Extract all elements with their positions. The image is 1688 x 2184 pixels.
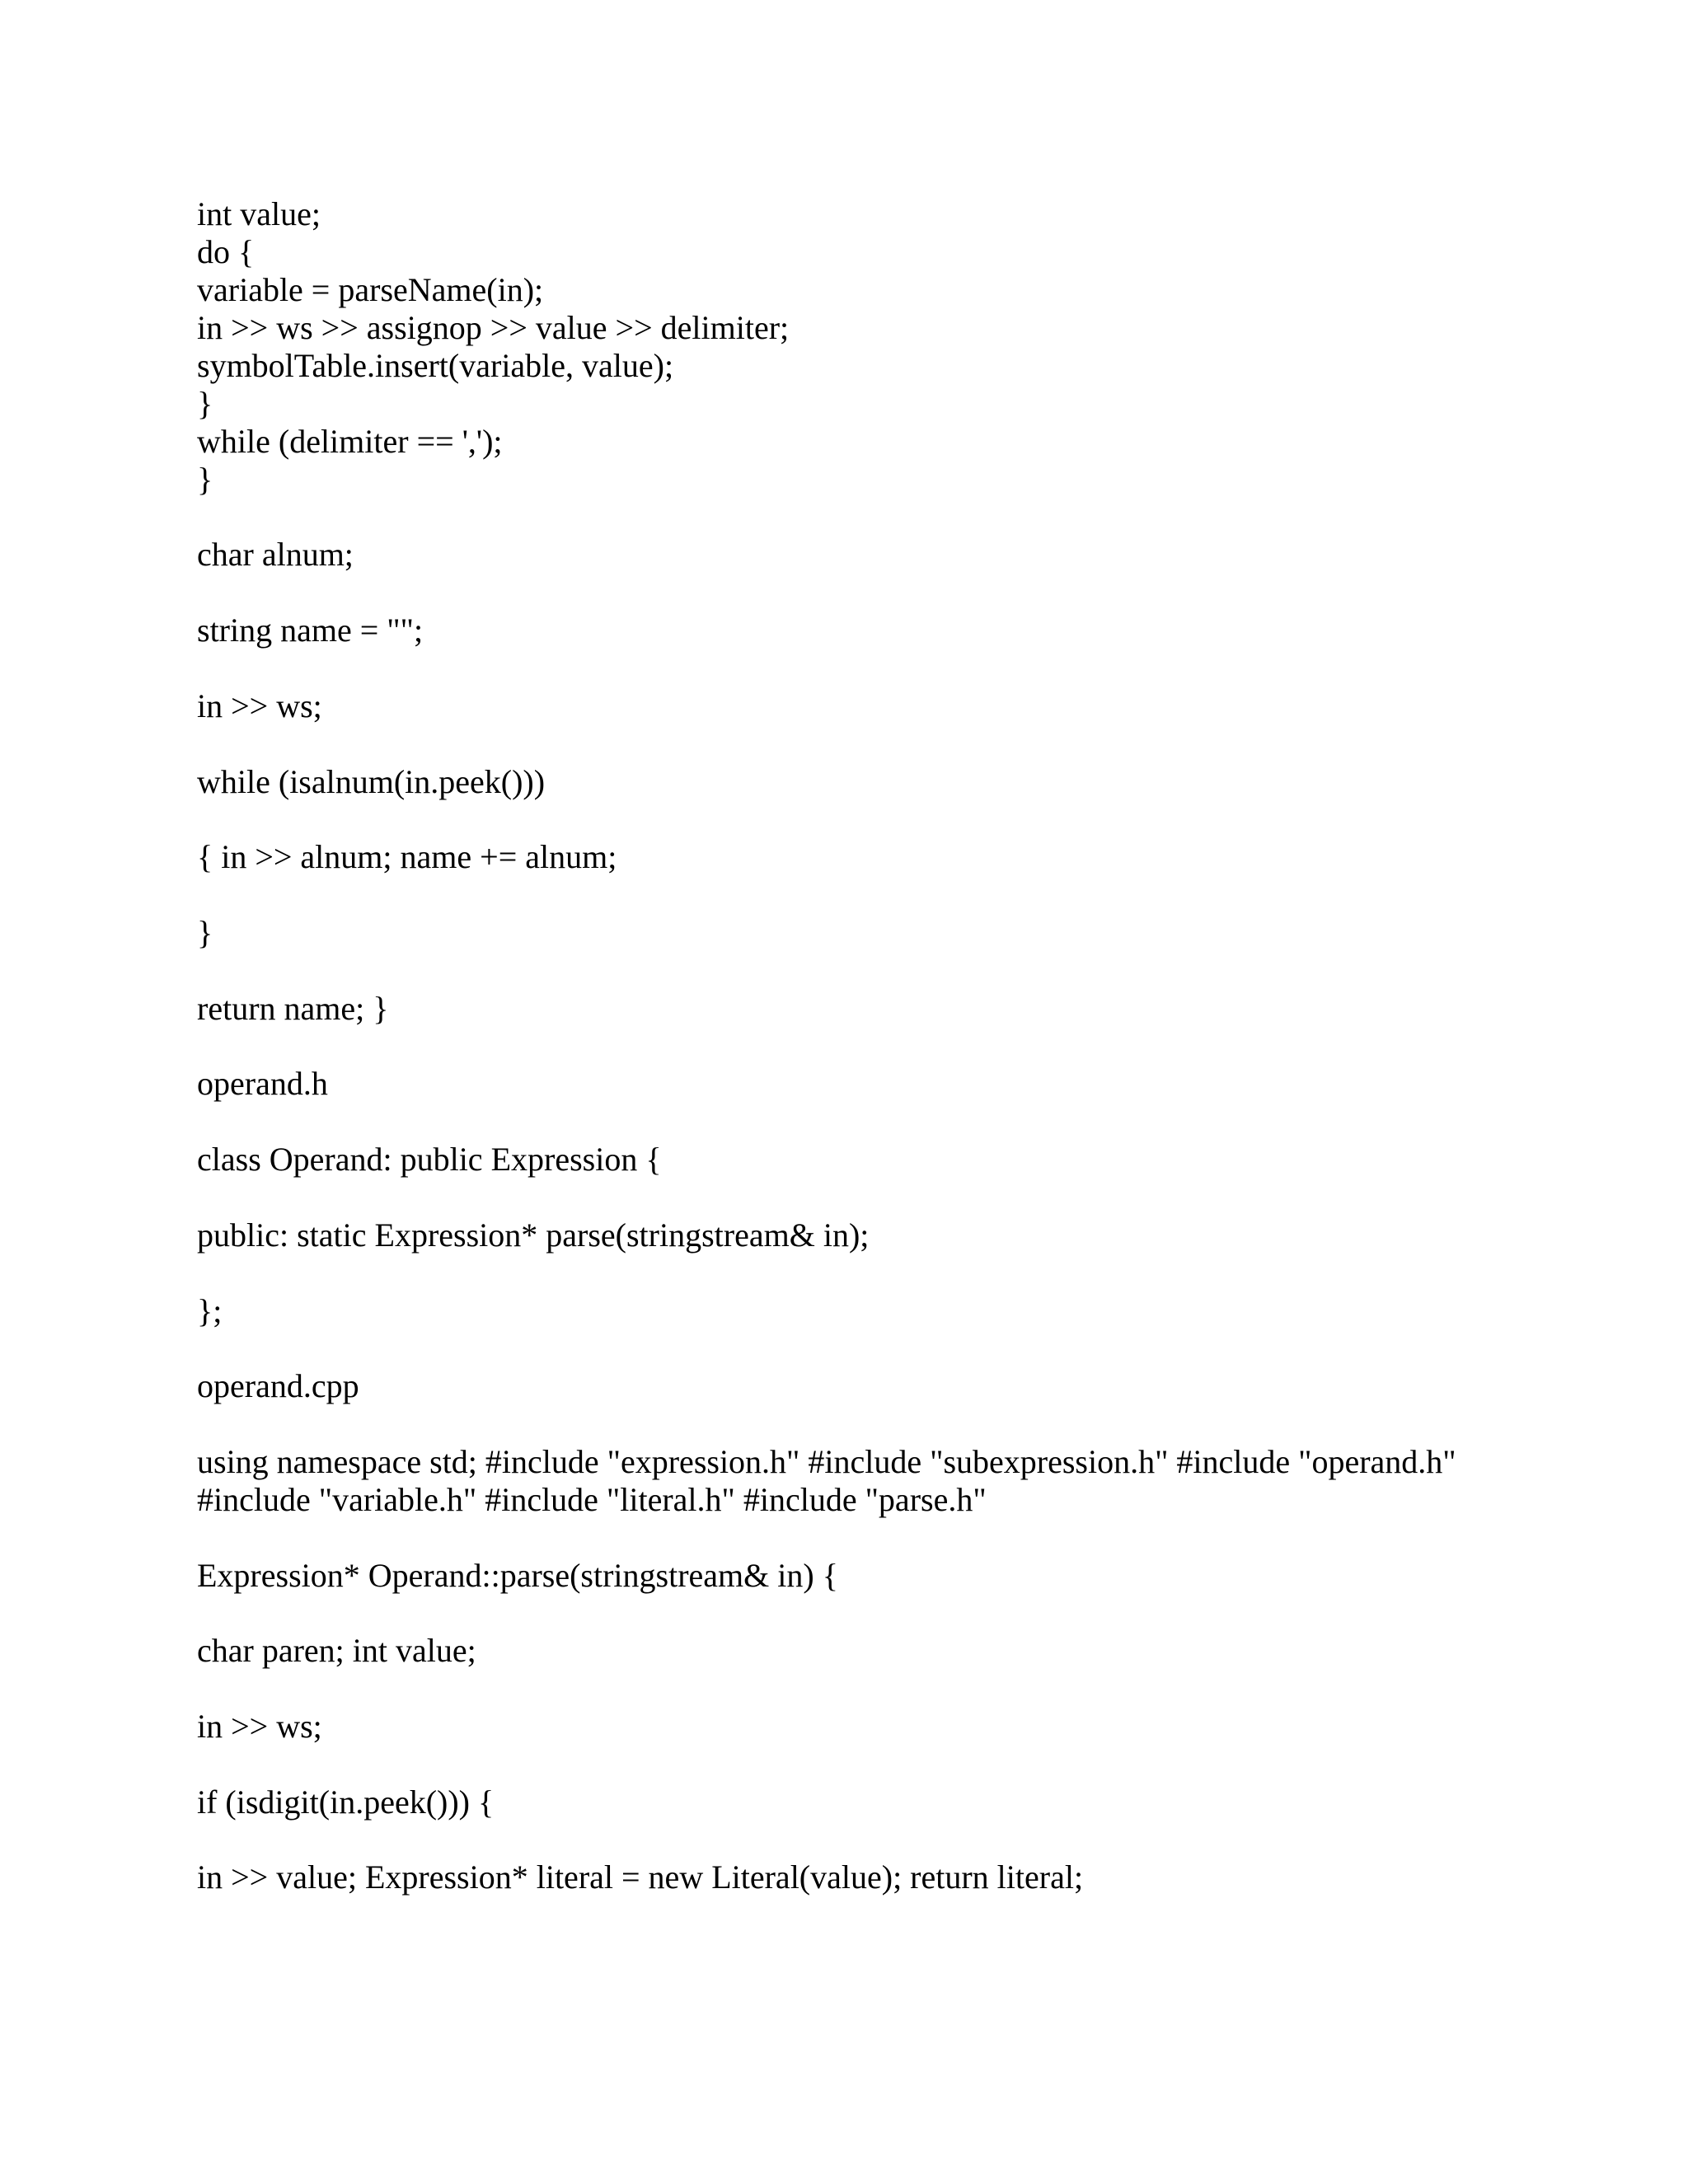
code-line: int value; bbox=[197, 195, 321, 232]
code-line: symbolTable.insert(variable, value); bbox=[197, 347, 674, 384]
code-line: do { bbox=[197, 233, 255, 270]
code-line: #include "variable.h" #include "literal.h" #include "parse.h" bbox=[197, 1481, 987, 1518]
code-line: } bbox=[197, 385, 213, 422]
code-line: in >> ws; bbox=[197, 1708, 322, 1745]
code-line: string name = ""; bbox=[197, 612, 424, 649]
code-line: return name; } bbox=[197, 990, 389, 1027]
code-line: public: static Expression* parse(stringstream& in); bbox=[197, 1216, 870, 1254]
code-line: char alnum; bbox=[197, 536, 354, 573]
code-line: } bbox=[197, 914, 213, 951]
code-line: operand.h bbox=[197, 1065, 328, 1102]
code-line: while (delimiter == ','); bbox=[197, 423, 503, 460]
code-line: while (isalnum(in.peek())) bbox=[197, 763, 546, 800]
code-line: if (isdigit(in.peek())) { bbox=[197, 1783, 495, 1821]
code-line: char paren; int value; bbox=[197, 1632, 476, 1669]
code-line: in >> ws; bbox=[197, 687, 322, 724]
code-line: Expression* Operand::parse(stringstream& in) { bbox=[197, 1557, 838, 1594]
code-line: } bbox=[197, 461, 213, 498]
code-line: { in >> alnum; name += alnum; bbox=[197, 838, 617, 875]
code-line: in >> value; Expression* literal = new Literal(value); return literal; bbox=[197, 1858, 1084, 1896]
code-line: class Operand: public Expression { bbox=[197, 1141, 662, 1178]
code-line: in >> ws >> assignop >> value >> delimiter; bbox=[197, 309, 790, 346]
code-line: using namespace std; #include "expression.h" #include "subexpression.h" #include "operand.h" bbox=[197, 1443, 1456, 1480]
code-line: }; bbox=[197, 1292, 223, 1329]
code-line: operand.cpp bbox=[197, 1367, 359, 1404]
code-line: variable = parseName(in); bbox=[197, 271, 544, 308]
